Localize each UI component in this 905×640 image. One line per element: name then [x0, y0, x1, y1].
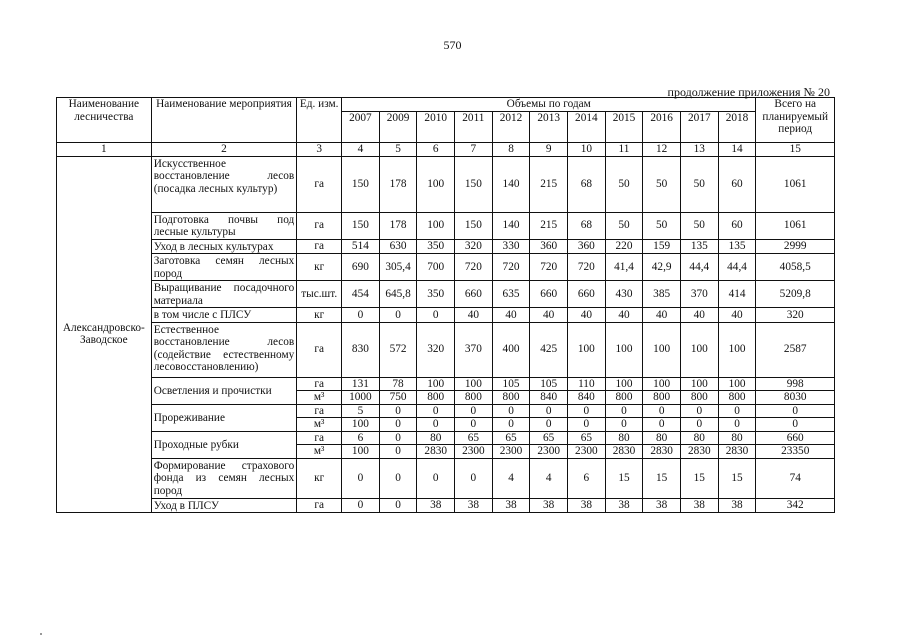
value-cell: 140: [492, 156, 530, 212]
value-cell: 0: [718, 418, 756, 432]
total-cell: 0: [756, 418, 835, 432]
unit-cell: га: [297, 212, 342, 239]
table-row: [57, 431, 835, 445]
value-cell: 800: [417, 391, 455, 405]
value-cell: 80: [417, 431, 455, 445]
value-cell: 100: [568, 322, 606, 377]
total-cell: 342: [756, 498, 835, 513]
value-cell: 110: [568, 377, 606, 391]
value-cell: 38: [718, 498, 756, 513]
value-cell: 720: [492, 254, 530, 281]
value-cell: 178: [379, 156, 417, 212]
total-cell: 998: [756, 377, 835, 391]
value-cell: 38: [492, 498, 530, 513]
year-header: 2014: [568, 112, 606, 143]
table-row: [57, 212, 835, 239]
value-cell: 40: [605, 308, 643, 323]
value-cell: 572: [379, 322, 417, 377]
value-cell: 514: [342, 239, 380, 254]
value-cell: 0: [417, 418, 455, 432]
column-number: 7: [455, 143, 493, 157]
value-cell: 100: [643, 322, 681, 377]
unit-cell: м³: [297, 418, 342, 432]
forestry-name: Александровско-Заводское: [57, 156, 152, 513]
value-cell: 68: [568, 156, 606, 212]
column-number: 2: [151, 143, 297, 157]
year-header: 2010: [417, 112, 455, 143]
value-cell: 0: [568, 418, 606, 432]
table-row: [57, 239, 835, 254]
value-cell: 78: [379, 377, 417, 391]
value-cell: 80: [718, 431, 756, 445]
column-number: 13: [680, 143, 718, 157]
value-cell: 0: [492, 418, 530, 432]
value-cell: 159: [643, 239, 681, 254]
value-cell: 50: [605, 212, 643, 239]
value-cell: 15: [680, 458, 718, 498]
value-cell: 360: [530, 239, 568, 254]
value-cell: 150: [342, 156, 380, 212]
value-cell: 60: [718, 212, 756, 239]
total-cell: 0: [756, 404, 835, 418]
total-cell: 74: [756, 458, 835, 498]
value-cell: 44,4: [718, 254, 756, 281]
value-cell: 0: [568, 404, 606, 418]
value-cell: 100: [605, 377, 643, 391]
value-cell: 425: [530, 322, 568, 377]
value-cell: 800: [680, 391, 718, 405]
unit-cell: га: [297, 239, 342, 254]
value-cell: 635: [492, 281, 530, 308]
value-cell: 0: [342, 308, 380, 323]
value-cell: 0: [379, 458, 417, 498]
value-cell: 840: [530, 391, 568, 405]
value-cell: 4: [492, 458, 530, 498]
value-cell: 320: [455, 239, 493, 254]
value-cell: 630: [379, 239, 417, 254]
value-cell: 2830: [680, 445, 718, 459]
value-cell: 2830: [417, 445, 455, 459]
value-cell: 2300: [530, 445, 568, 459]
table-row: [57, 377, 835, 391]
value-cell: 385: [643, 281, 681, 308]
total-cell: 2587: [756, 322, 835, 377]
value-cell: 50: [643, 212, 681, 239]
total-cell: 1061: [756, 156, 835, 212]
column-number: 3: [297, 143, 342, 157]
value-cell: 40: [455, 308, 493, 323]
value-cell: 150: [455, 156, 493, 212]
appendix-continuation-note: продолжение приложения № 20: [667, 85, 830, 99]
value-cell: 0: [379, 308, 417, 323]
value-cell: 0: [342, 498, 380, 513]
value-cell: 0: [643, 418, 681, 432]
value-cell: 40: [643, 308, 681, 323]
value-cell: 0: [530, 418, 568, 432]
total-cell: 320: [756, 308, 835, 323]
activity-name: Уход в ПЛСУ: [151, 498, 297, 513]
value-cell: 800: [718, 391, 756, 405]
header-volumes-by-year: Объемы по годам: [342, 98, 756, 112]
value-cell: 430: [605, 281, 643, 308]
unit-cell: кг: [297, 254, 342, 281]
value-cell: 65: [568, 431, 606, 445]
column-number: 5: [379, 143, 417, 157]
unit-cell: га: [297, 156, 342, 212]
value-cell: 830: [342, 322, 380, 377]
column-number: 9: [530, 143, 568, 157]
value-cell: 5: [342, 404, 380, 418]
value-cell: 720: [530, 254, 568, 281]
value-cell: 100: [342, 418, 380, 432]
year-header: 2012: [492, 112, 530, 143]
value-cell: 150: [342, 212, 380, 239]
value-cell: 840: [568, 391, 606, 405]
column-number: 14: [718, 143, 756, 157]
value-cell: 4: [530, 458, 568, 498]
value-cell: 80: [643, 431, 681, 445]
activity-name: Проходные рубки: [151, 431, 297, 458]
value-cell: 400: [492, 322, 530, 377]
value-cell: 0: [605, 418, 643, 432]
value-cell: 100: [417, 212, 455, 239]
value-cell: 40: [530, 308, 568, 323]
value-cell: 80: [680, 431, 718, 445]
value-cell: 720: [568, 254, 606, 281]
value-cell: 100: [718, 377, 756, 391]
value-cell: 15: [718, 458, 756, 498]
activity-name: Искусственное восстановление лесов (посадка лесных культур): [151, 156, 297, 212]
header-unit: Ед. изм.: [297, 98, 342, 143]
table-row: [57, 458, 835, 498]
year-header: 2011: [455, 112, 493, 143]
unit-cell: га: [297, 377, 342, 391]
value-cell: 40: [680, 308, 718, 323]
value-cell: 2300: [455, 445, 493, 459]
value-cell: 135: [680, 239, 718, 254]
value-cell: 6: [568, 458, 606, 498]
value-cell: 38: [530, 498, 568, 513]
activity-name: Формирование страхового фонда из семян лесных пород: [151, 458, 297, 498]
value-cell: 150: [455, 212, 493, 239]
year-header: 2016: [643, 112, 681, 143]
value-cell: 1000: [342, 391, 380, 405]
value-cell: 68: [568, 212, 606, 239]
value-cell: 0: [455, 418, 493, 432]
column-number: 4: [342, 143, 380, 157]
activity-name: Прореживание: [151, 404, 297, 431]
value-cell: 100: [680, 377, 718, 391]
value-cell: 0: [492, 404, 530, 418]
page-number: 570: [443, 38, 462, 52]
year-header: 2009: [379, 112, 417, 143]
value-cell: 100: [605, 322, 643, 377]
value-cell: 2830: [605, 445, 643, 459]
value-cell: 65: [492, 431, 530, 445]
activity-name: Заготовка семян лесных пород: [151, 254, 297, 281]
unit-cell: м³: [297, 445, 342, 459]
value-cell: 0: [605, 404, 643, 418]
value-cell: 220: [605, 239, 643, 254]
value-cell: 44,4: [680, 254, 718, 281]
unit-cell: га: [297, 404, 342, 418]
value-cell: 645,8: [379, 281, 417, 308]
table-row: [57, 498, 835, 513]
value-cell: 38: [455, 498, 493, 513]
table-row: [57, 156, 835, 212]
value-cell: 330: [492, 239, 530, 254]
value-cell: 38: [417, 498, 455, 513]
activity-name: в том числе с ПЛСУ: [151, 308, 297, 323]
value-cell: 0: [643, 404, 681, 418]
column-number: 11: [605, 143, 643, 157]
value-cell: 38: [568, 498, 606, 513]
total-cell: 23350: [756, 445, 835, 459]
value-cell: 800: [605, 391, 643, 405]
value-cell: 215: [530, 212, 568, 239]
unit-cell: тыс.шт.: [297, 281, 342, 308]
value-cell: 370: [680, 281, 718, 308]
unit-cell: кг: [297, 308, 342, 323]
unit-cell: м³: [297, 391, 342, 405]
value-cell: 0: [530, 404, 568, 418]
value-cell: 0: [417, 404, 455, 418]
value-cell: 65: [455, 431, 493, 445]
column-number: 8: [492, 143, 530, 157]
year-header: 2007: [342, 112, 380, 143]
table-row: [57, 254, 835, 281]
value-cell: 0: [680, 404, 718, 418]
value-cell: 100: [643, 377, 681, 391]
header-total: Всего на планируемый период: [756, 98, 835, 143]
value-cell: 38: [643, 498, 681, 513]
value-cell: 2830: [643, 445, 681, 459]
header-activity: Наименование мероприятия: [151, 98, 297, 143]
column-number: 10: [568, 143, 606, 157]
activity-name: Осветления и прочистки: [151, 377, 297, 404]
value-cell: 40: [718, 308, 756, 323]
value-cell: 50: [605, 156, 643, 212]
value-cell: 0: [417, 308, 455, 323]
column-number: 15: [756, 143, 835, 157]
value-cell: 80: [605, 431, 643, 445]
value-cell: 100: [680, 322, 718, 377]
total-cell: 660: [756, 431, 835, 445]
value-cell: 50: [680, 212, 718, 239]
value-cell: 360: [568, 239, 606, 254]
value-cell: 0: [417, 458, 455, 498]
value-cell: 2300: [568, 445, 606, 459]
value-cell: 320: [417, 322, 455, 377]
value-cell: 690: [342, 254, 380, 281]
value-cell: 131: [342, 377, 380, 391]
value-cell: 41,4: [605, 254, 643, 281]
activity-name: Подготовка почвы под лесные культуры: [151, 212, 297, 239]
value-cell: 65: [530, 431, 568, 445]
value-cell: 800: [643, 391, 681, 405]
volumes-table: [56, 97, 835, 513]
value-cell: 140: [492, 212, 530, 239]
unit-cell: кг: [297, 458, 342, 498]
column-number: 1: [57, 143, 152, 157]
value-cell: 0: [680, 418, 718, 432]
total-cell: 5209,8: [756, 281, 835, 308]
value-cell: 0: [455, 458, 493, 498]
value-cell: 750: [379, 391, 417, 405]
value-cell: 100: [417, 377, 455, 391]
value-cell: 40: [568, 308, 606, 323]
year-header: 2018: [718, 112, 756, 143]
value-cell: 720: [455, 254, 493, 281]
scan-speck: [40, 633, 42, 635]
activity-name: Естественное восстановление лесов (содействие естественному лесовосстановлению): [151, 322, 297, 377]
value-cell: 305,4: [379, 254, 417, 281]
value-cell: 40: [492, 308, 530, 323]
total-cell: 8030: [756, 391, 835, 405]
value-cell: 100: [417, 156, 455, 212]
value-cell: 60: [718, 156, 756, 212]
value-cell: 660: [455, 281, 493, 308]
unit-cell: га: [297, 498, 342, 513]
value-cell: 6: [342, 431, 380, 445]
value-cell: 660: [568, 281, 606, 308]
value-cell: 38: [605, 498, 643, 513]
table-row: [57, 308, 835, 323]
table-row: [57, 322, 835, 377]
value-cell: 700: [417, 254, 455, 281]
value-cell: 800: [492, 391, 530, 405]
header-forestry: Наименование лесничества: [57, 98, 152, 143]
value-cell: 0: [379, 418, 417, 432]
year-header: 2015: [605, 112, 643, 143]
unit-cell: га: [297, 322, 342, 377]
value-cell: 105: [530, 377, 568, 391]
table-row: [57, 281, 835, 308]
value-cell: 350: [417, 239, 455, 254]
value-cell: 2830: [718, 445, 756, 459]
column-number: 6: [417, 143, 455, 157]
value-cell: 38: [680, 498, 718, 513]
value-cell: 0: [455, 404, 493, 418]
value-cell: 800: [455, 391, 493, 405]
activity-name: Уход в лесных культурах: [151, 239, 297, 254]
value-cell: 215: [530, 156, 568, 212]
value-cell: 50: [643, 156, 681, 212]
value-cell: 42,9: [643, 254, 681, 281]
value-cell: 0: [342, 458, 380, 498]
value-cell: 15: [643, 458, 681, 498]
value-cell: 0: [379, 431, 417, 445]
value-cell: 414: [718, 281, 756, 308]
total-cell: 1061: [756, 212, 835, 239]
year-header: 2013: [530, 112, 568, 143]
value-cell: 454: [342, 281, 380, 308]
total-cell: 4058,5: [756, 254, 835, 281]
activity-name: Выращивание посадочного материала: [151, 281, 297, 308]
year-header: 2017: [680, 112, 718, 143]
value-cell: 370: [455, 322, 493, 377]
value-cell: 2300: [492, 445, 530, 459]
value-cell: 350: [417, 281, 455, 308]
value-cell: 100: [718, 322, 756, 377]
value-cell: 105: [492, 377, 530, 391]
value-cell: 100: [455, 377, 493, 391]
unit-cell: га: [297, 431, 342, 445]
value-cell: 0: [718, 404, 756, 418]
value-cell: 0: [379, 445, 417, 459]
value-cell: 0: [379, 404, 417, 418]
value-cell: 135: [718, 239, 756, 254]
table-row: [57, 404, 835, 418]
value-cell: 50: [680, 156, 718, 212]
value-cell: 178: [379, 212, 417, 239]
column-number: 12: [643, 143, 681, 157]
total-cell: 2999: [756, 239, 835, 254]
value-cell: 100: [342, 445, 380, 459]
value-cell: 0: [379, 498, 417, 513]
value-cell: 15: [605, 458, 643, 498]
value-cell: 660: [530, 281, 568, 308]
